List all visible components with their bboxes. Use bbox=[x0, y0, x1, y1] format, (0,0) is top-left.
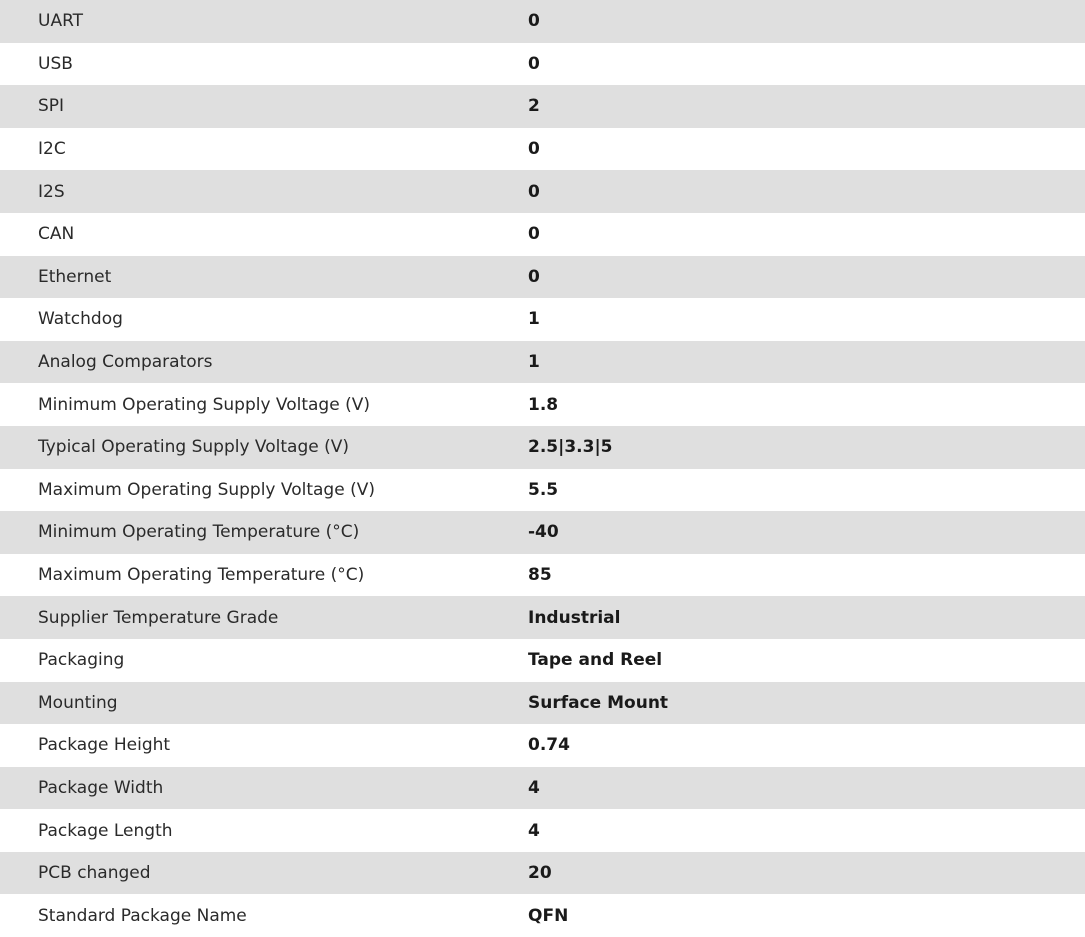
spec-label: Minimum Operating Temperature (°C) bbox=[38, 522, 360, 543]
spec-value: 2 bbox=[528, 96, 540, 117]
spec-value: QFN bbox=[528, 905, 569, 926]
spec-label: Ethernet bbox=[38, 266, 112, 287]
spec-label: Supplier Temperature Grade bbox=[38, 607, 279, 628]
spec-row-spi bbox=[0, 85, 1085, 128]
spec-value: 4 bbox=[528, 777, 540, 798]
spec-label: Typical Operating Supply Voltage (V) bbox=[38, 437, 349, 458]
spec-row-pcb-changed bbox=[0, 852, 1085, 895]
spec-value: 85 bbox=[528, 565, 552, 586]
spec-value: Industrial bbox=[528, 607, 621, 628]
spec-label: I2S bbox=[38, 181, 65, 202]
spec-value: 20 bbox=[528, 863, 552, 884]
spec-value: 1 bbox=[528, 309, 540, 330]
spec-row-analog-comparators bbox=[0, 341, 1085, 384]
spec-label: UART bbox=[38, 11, 84, 32]
spec-label: Package Width bbox=[38, 777, 164, 798]
spec-label: Minimum Operating Supply Voltage (V) bbox=[38, 394, 370, 415]
spec-value: 0 bbox=[528, 181, 540, 202]
spec-value: 1.8 bbox=[528, 394, 559, 415]
spec-row-package-length bbox=[0, 809, 1085, 852]
spec-row-i2s bbox=[0, 170, 1085, 213]
spec-label: Analog Comparators bbox=[38, 352, 213, 373]
spec-value: 0 bbox=[528, 224, 540, 245]
spec-row-packaging bbox=[0, 639, 1085, 682]
spec-value: -40 bbox=[528, 522, 559, 543]
spec-row-usb bbox=[0, 43, 1085, 86]
spec-row-temperature-grade bbox=[0, 596, 1085, 639]
spec-label: Packaging bbox=[38, 650, 125, 671]
spec-value: Surface Mount bbox=[528, 692, 669, 713]
spec-label: USB bbox=[38, 53, 73, 74]
spec-label: Maximum Operating Supply Voltage (V) bbox=[38, 479, 375, 500]
spec-value: 0 bbox=[528, 11, 540, 32]
spec-label: CAN bbox=[38, 224, 75, 245]
spec-row-mounting bbox=[0, 682, 1085, 725]
spec-label: SPI bbox=[38, 96, 65, 117]
spec-label: Standard Package Name bbox=[38, 905, 247, 926]
spec-value: Tape and Reel bbox=[528, 650, 663, 671]
spec-row-can bbox=[0, 213, 1085, 256]
spec-value: 4 bbox=[528, 820, 540, 841]
spec-value: 0 bbox=[528, 53, 540, 74]
spec-value: 1 bbox=[528, 352, 540, 373]
spec-row-watchdog bbox=[0, 298, 1085, 341]
spec-label: Package Height bbox=[38, 735, 171, 756]
spec-row-i2c bbox=[0, 128, 1085, 171]
spec-label: Package Length bbox=[38, 820, 173, 841]
spec-row-max-supply-voltage bbox=[0, 469, 1085, 512]
spec-label: I2C bbox=[38, 139, 66, 160]
spec-row-ethernet bbox=[0, 256, 1085, 299]
spec-value: 0.74 bbox=[528, 735, 570, 756]
spec-label: Watchdog bbox=[38, 309, 123, 330]
spec-row-package-width bbox=[0, 767, 1085, 810]
spec-row-package-height bbox=[0, 724, 1085, 767]
spec-value: 0 bbox=[528, 266, 540, 287]
spec-label: PCB changed bbox=[38, 863, 151, 884]
spec-row-max-temperature bbox=[0, 554, 1085, 597]
spec-row-typ-supply-voltage bbox=[0, 426, 1085, 469]
spec-row-min-supply-voltage bbox=[0, 383, 1085, 426]
spec-row-uart bbox=[0, 0, 1085, 43]
spec-label: Maximum Operating Temperature (°C) bbox=[38, 565, 365, 586]
spec-value: 5.5 bbox=[528, 479, 559, 500]
spec-value: 2.5|3.3|5 bbox=[528, 437, 613, 458]
spec-value: 0 bbox=[528, 139, 540, 160]
spec-row-min-temperature bbox=[0, 511, 1085, 554]
spec-label: Mounting bbox=[38, 692, 118, 713]
